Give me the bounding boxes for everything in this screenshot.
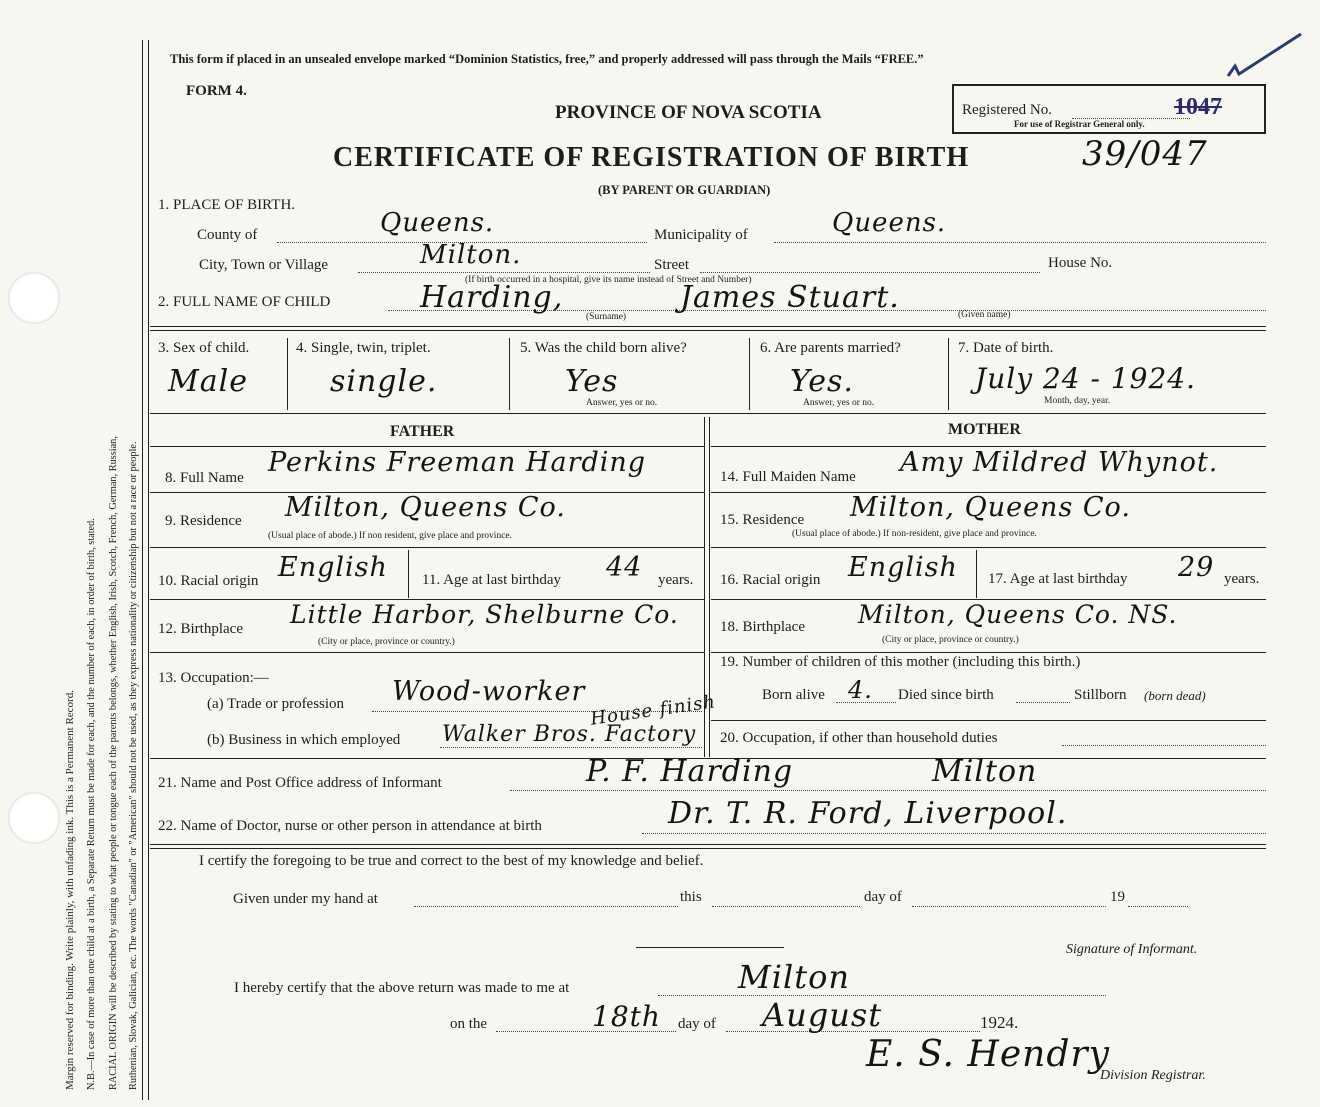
father-trade-value: Wood-worker — [392, 676, 586, 707]
registered-label: Registered No. — [962, 102, 1052, 118]
mother-residence-value: Milton, Queens Co. — [850, 492, 1131, 523]
father-birthplace-label: 12. Birthplace — [158, 621, 243, 637]
municipality-value: Queens. — [832, 208, 947, 238]
mother-age-value: 29 — [1178, 552, 1215, 583]
father-business-dots — [440, 747, 702, 748]
informant-signature-line — [636, 947, 784, 948]
mother-occupation-label: 20. Occupation, if other than household duties — [720, 730, 998, 746]
mother-occupation-dots — [1062, 745, 1266, 746]
mother-race-age-divider — [976, 550, 977, 598]
stillborn-label: Stillborn — [1074, 687, 1127, 703]
born-alive-count: 4. — [848, 676, 873, 704]
stillborn-note: (born dead) — [1144, 688, 1206, 703]
father-race-label: 10. Racial origin — [158, 573, 259, 589]
rule-after-child-2 — [150, 330, 1266, 331]
rule-after-child — [150, 326, 1266, 327]
mother-row15-rule — [711, 547, 1266, 548]
margin-note-1: Margin reserved for binding. Write plainly, with unfading ink. This is a Permanent Record. — [64, 690, 76, 1090]
mother-birthplace-label: 18. Birthplace — [720, 619, 805, 635]
margin-rule-inner — [148, 40, 149, 1100]
sex-label: 3. Sex of child. — [158, 340, 250, 356]
binding-hole-top — [8, 272, 60, 324]
year-dots — [1128, 906, 1188, 907]
registration-year: 1924. — [980, 1013, 1019, 1032]
born-alive-note: Answer, yes or no. — [586, 398, 658, 408]
mother-name-value: Amy Mildred Whynot. — [900, 447, 1219, 478]
registrar-title: Division Registrar. — [1100, 1068, 1206, 1083]
municipality-label: Municipality of — [654, 227, 748, 243]
divider-4-5 — [509, 338, 510, 410]
place-heading: 1. PLACE OF BIRTH. — [158, 197, 296, 213]
father-residence-value: Milton, Queens Co. — [285, 492, 566, 523]
father-birthplace-value: Little Harbor, Shelburne Co. — [290, 600, 679, 629]
registered-number: 1047 — [1174, 94, 1222, 120]
father-row12-rule — [150, 652, 704, 653]
child-given-name: James Stuart. — [680, 280, 900, 315]
registration-day-of-label: day of — [678, 1016, 716, 1032]
rule-after-row3 — [150, 413, 1266, 414]
child-name-label: 2. FULL NAME OF CHILD — [158, 294, 331, 310]
married-value: Yes. — [790, 364, 854, 399]
mother-residence-note: (Usual place of abode.) If non-resident, give place and province. — [792, 529, 1037, 539]
given-name-note: (Given name) — [958, 310, 1011, 320]
this-dots — [712, 906, 860, 907]
father-row9-rule — [150, 547, 704, 548]
registration-day: 18th — [592, 1000, 661, 1033]
divider-6-7 — [948, 338, 949, 410]
dob-note: Month, day, year. — [1044, 396, 1111, 406]
father-birthplace-note: (City or place, province or country.) — [318, 637, 455, 647]
province-heading: PROVINCE OF NOVA SCOTIA — [555, 102, 822, 123]
mother-residence-label: 15. Residence — [720, 512, 805, 528]
born-alive-count-label: Born alive — [762, 687, 825, 703]
mother-birthplace-note: (City or place, province or country.) — [882, 635, 1019, 645]
father-age-years: years. — [658, 572, 694, 588]
surname-note: (Surname) — [586, 312, 627, 322]
mother-name-label: 14. Full Maiden Name — [720, 469, 856, 485]
informant-name: P. F. Harding — [586, 754, 794, 789]
mother-row18-rule — [711, 652, 1266, 653]
mother-heading: MOTHER — [948, 421, 1021, 438]
county-label: County of — [197, 227, 258, 243]
rule-before-certify-2 — [150, 848, 1266, 849]
father-name-value: Perkins Freeman Harding — [268, 447, 647, 478]
mail-notice: This form if placed in an unsealed envelope marked “Dominion Statistics, free,” and properly addressed will pass through the Mails “FREE.” — [170, 52, 924, 66]
mother-age-years: years. — [1224, 571, 1260, 587]
doctor-label: 22. Name of Doctor, nurse or other person in attendance at birth — [158, 818, 542, 834]
died-dots — [1016, 702, 1070, 703]
born-alive-value: Yes — [565, 364, 619, 399]
married-label: 6. Are parents married? — [760, 340, 901, 356]
street-label: Street — [654, 257, 689, 273]
binding-hole-bottom — [8, 792, 60, 844]
sex-value: Male — [168, 364, 248, 399]
year-prefix: 19 — [1110, 889, 1125, 905]
divider-5-6 — [749, 338, 750, 410]
doctor-name: Dr. T. R. Ford, Liverpool. — [668, 796, 1068, 831]
doctor-dots — [642, 833, 1266, 834]
this-label: this — [680, 889, 702, 905]
certificate-subtitle: (BY PARENT OR GUARDIAN) — [598, 183, 771, 197]
mother-children-label: 19. Number of children of this mother (including this birth.) — [720, 654, 1081, 670]
certificate-number: 39/047 — [1082, 134, 1208, 174]
house-label: House No. — [1048, 255, 1113, 271]
plurality-value: single. — [330, 364, 438, 399]
margin-rule — [142, 40, 143, 1100]
registrar-statement: I hereby certify that the above return was made to me at — [234, 980, 570, 996]
registered-dots — [1072, 118, 1190, 119]
informant-label: 21. Name and Post Office address of Informant — [158, 775, 442, 791]
dob-value: July 24 - 1924. — [975, 362, 1196, 395]
registrar-place: Milton — [738, 958, 850, 996]
municipality-dots — [774, 242, 1266, 243]
margin-note-2: N.B.—In case of more than one child at a birth, a Separate Return must be made for each, and the number of each, in order of birth, stated. — [86, 518, 97, 1090]
county-value: Queens. — [380, 208, 495, 238]
given-dots — [414, 906, 678, 907]
father-business-value: Walker Bros. Factory — [442, 722, 697, 747]
father-age-value: 44 — [606, 552, 643, 583]
father-business-label: (b) Business in which employed — [207, 732, 401, 748]
mother-birthplace-value: Milton, Queens Co. NS. — [858, 600, 1178, 629]
father-heading: FATHER — [390, 423, 455, 440]
father-residence-note: (Usual place of abode.) If non resident, give place and province. — [268, 531, 512, 541]
registered-box — [952, 84, 1266, 134]
check-mark-icon — [1225, 30, 1305, 80]
mother-row19-rule — [711, 720, 1266, 721]
died-since-birth-label: Died since birth — [898, 687, 994, 703]
father-trade-label: (a) Trade or profession — [207, 696, 345, 712]
street-dots — [700, 272, 1040, 273]
certify-statement: I certify the foregoing to be true and correct to the best of my knowledge and belief. — [199, 853, 704, 869]
father-name-label: 8. Full Name — [165, 470, 244, 486]
mother-race-label: 16. Racial origin — [720, 572, 821, 588]
father-residence-label: 9. Residence — [165, 513, 242, 529]
city-dots — [358, 272, 650, 273]
margin-note-3: RACIAL ORIGIN will be described by stating to what people or tongue each of the parents belongs, whether English, Irish, Scotch, French, German, Russian, — [108, 436, 119, 1090]
dayof-dots — [912, 906, 1106, 907]
registrar-signature: E. S. Hendry — [866, 1034, 1110, 1075]
day-of-label: day of — [864, 889, 902, 905]
city-value: Milton. — [420, 240, 522, 270]
father-race-value: English — [278, 552, 388, 583]
father-race-age-divider — [408, 550, 409, 598]
father-business-insert: House finish — [589, 691, 718, 730]
rule-before-certify — [150, 844, 1266, 845]
street-note: (If birth occurred in a hospital, give its name instead of Street and Number) — [465, 275, 752, 285]
registrar-general-note: For use of Registrar General only. — [1014, 119, 1145, 129]
born-alive-label: 5. Was the child born alive? — [520, 340, 687, 356]
child-surname: Harding, — [420, 280, 564, 315]
informant-dots — [510, 790, 1266, 791]
informant-signature-label: Signature of Informant. — [1066, 942, 1198, 957]
mother-age-label: 17. Age at last birthday — [988, 571, 1128, 587]
father-occupation-label: 13. Occupation:— — [158, 670, 269, 686]
mother-race-value: English — [848, 552, 958, 583]
plurality-label: 4. Single, twin, triplet. — [296, 340, 431, 356]
margin-note-4: Ruthenian, Slovak, Galician, etc. The words "Canadian" or "American" should not be used, as they express nationality or citizenship but not a race or people. — [128, 441, 139, 1090]
father-age-label: 11. Age at last birthday — [422, 572, 561, 588]
married-note: Answer, yes or no. — [803, 398, 875, 408]
registration-month: August — [762, 996, 883, 1034]
city-label: City, Town or Village — [199, 257, 329, 273]
divider-3-4 — [287, 338, 288, 410]
on-the-label: on the — [450, 1016, 488, 1032]
informant-address: Milton — [932, 754, 1038, 789]
form-number: FORM 4. — [186, 83, 247, 99]
given-label: Given under my hand at — [233, 891, 378, 907]
dob-label: 7. Date of birth. — [958, 340, 1054, 356]
certificate-title: CERTIFICATE OF REGISTRATION OF BIRTH — [333, 142, 970, 173]
